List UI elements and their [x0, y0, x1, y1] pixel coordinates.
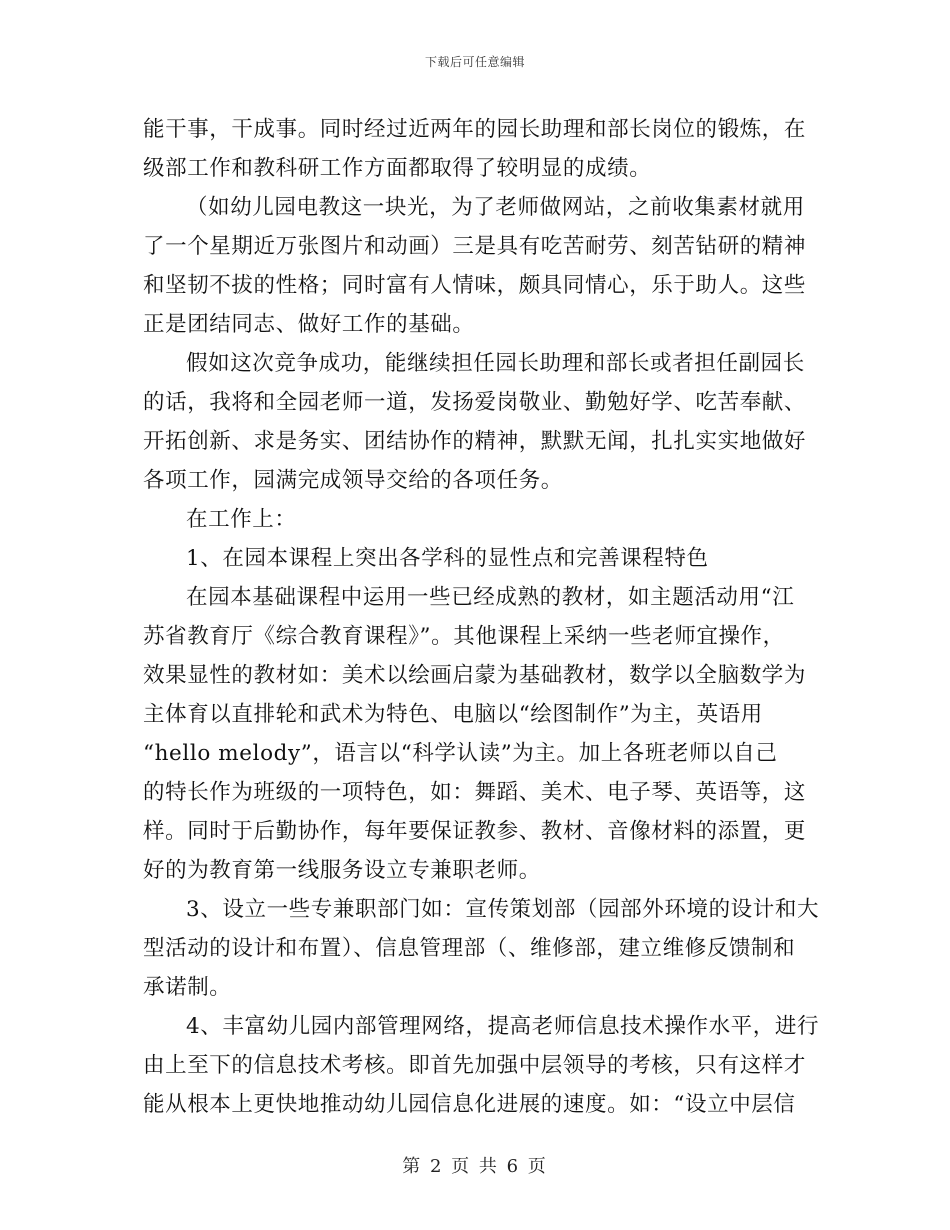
text-line: 型活动的设计和布置）、信息管理部（、维修部，建立维修反馈制和 [143, 936, 796, 961]
text-line: 在工作上： [186, 507, 297, 532]
text-line: 苏省教育厅《综合教育课程》”。其他课程上采纳一些老师宜操作， [143, 624, 785, 649]
text-line: 承诺制。 [143, 975, 232, 1000]
text-line: 开拓创新、求是务实、团结协作的精神，默默无闻，扎扎实实地做好 [143, 429, 807, 454]
text-line: 假如这次竞争成功，能继续担任园长助理和部长或者担任副园长 [186, 351, 805, 376]
text-line: “hello melody”，语言以“科学认读”为主。加上各班老师以自己 [143, 741, 778, 766]
text-line: 正是团结同志、做好工作的基础。 [143, 312, 475, 337]
text-line: 好的为教育第一线服务设立专兼职老师。 [143, 858, 541, 883]
page-footer: 第 2 页 共 6 页 [402, 1156, 548, 1177]
text-line: 各项工作，园满完成领导交给的各项任务。 [143, 468, 563, 493]
text-line: 1、在园本课程上突出各学科的显性点和完善课程特色 [186, 546, 709, 571]
text-line: 和坚韧不拔的性格；同时富有人情味，颇具同情心，乐于助人。这些 [143, 273, 807, 298]
text-line: 3、设立一些专兼职部门如：宣传策划部（园部外环境的设计和大 [186, 897, 820, 922]
text-line: （如幼儿园电教这一块光，为了老师做网站，之前收集素材就用 [186, 195, 805, 220]
text-line: 4、丰富幼儿园内部管理网络，提高老师信息技术操作水平，进行 [186, 1014, 820, 1039]
text-line: 的特长作为班级的一项特色，如：舞蹈、美术、电子琴、英语等，这 [143, 780, 807, 805]
document-body [143, 110, 820, 1124]
text-line: 能干事，干成事。同时经过近两年的园长助理和部长岗位的锻炼，在 [143, 117, 807, 142]
text-line: 效果显性的教材如：美术以绘画启蒙为基础教材，数学以全脑数学为 [143, 663, 807, 688]
text-line: 在园本基础课程中运用一些已经成熟的教材，如主题活动用“江 [186, 585, 795, 610]
text-line: 能从根本上更快地推动幼儿园信息化进展的速度。如：“设立中层信 [143, 1092, 796, 1117]
text-line: 主体育以直排轮和武术为特色、电脑以“绘图制作”为主，英语用 [143, 702, 763, 727]
text-line: 的话，我将和全园老师一道，发扬爱岗敬业、勤勉好学、吃苦奉献、 [143, 390, 807, 415]
text-line: 由上至下的信息技术考核。即首先加强中层领导的考核，只有这样才 [143, 1053, 807, 1078]
text-line: 样。同时于后勤协作，每年要保证教参、教材、音像材料的添置，更 [143, 819, 807, 844]
page-header: 下载后可任意编辑 [424, 55, 525, 69]
text-line: 了一个星期近万张图片和动画）三是具有吃苦耐劳、刻苦钻研的精神 [143, 234, 807, 259]
text-line: 级部工作和教科研工作方面都取得了较明显的成绩。 [143, 156, 652, 181]
